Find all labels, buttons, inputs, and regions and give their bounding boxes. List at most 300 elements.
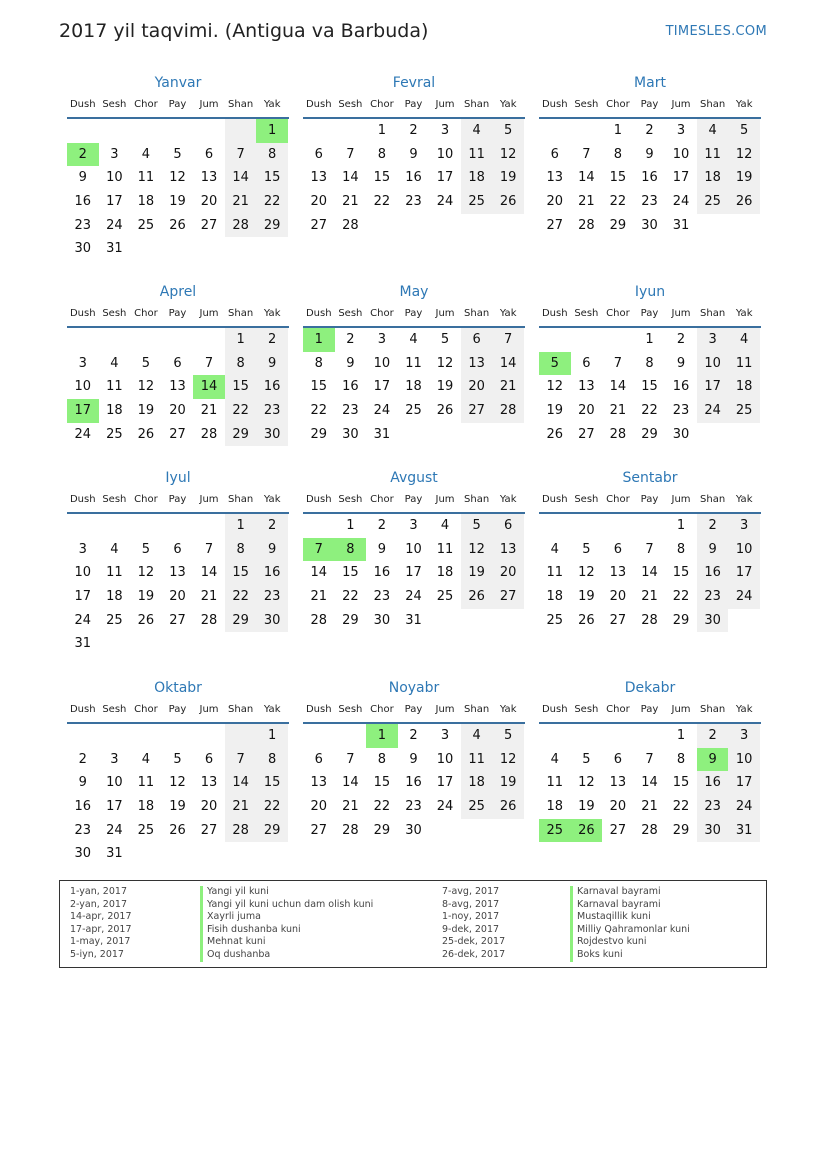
day-cell[interactable]: 7 — [645, 751, 654, 767]
day-cell[interactable]: 29 — [373, 822, 391, 838]
day-cell[interactable]: 26 — [546, 426, 564, 442]
day-cell[interactable]: 25 — [728, 399, 760, 423]
day-cell[interactable]: 16 — [641, 170, 658, 186]
day-cell[interactable]: 14 — [200, 565, 218, 581]
day-cell[interactable]: 9 — [377, 541, 387, 557]
day-cell[interactable]: 10 — [436, 751, 454, 767]
day-cell[interactable]: 21 — [641, 799, 658, 815]
day-cell[interactable]: 5 — [173, 146, 182, 162]
day-cell[interactable]: 26 — [578, 612, 595, 628]
day-cell[interactable]: 16 — [697, 771, 729, 795]
day-cell[interactable]: 6 — [204, 751, 214, 767]
day-cell[interactable]: 2 — [676, 332, 686, 347]
day-cell[interactable]: 27 — [200, 217, 218, 233]
day-cell[interactable]: 29 — [310, 426, 328, 442]
day-cell[interactable]: 18 — [546, 799, 564, 815]
day-cell[interactable]: 22 — [641, 403, 658, 419]
day-cell[interactable]: 8 — [256, 748, 288, 772]
day-cell[interactable]: 5 — [141, 355, 151, 371]
day-cell[interactable]: 14 — [342, 775, 359, 791]
holiday-day-cell[interactable]: 14 — [193, 375, 225, 399]
day-cell[interactable]: 28 — [578, 217, 595, 233]
day-cell[interactable]: 19 — [578, 799, 595, 815]
day-cell[interactable]: 20 — [310, 194, 328, 210]
day-cell[interactable]: 17 — [106, 194, 123, 210]
day-cell[interactable]: 21 — [641, 589, 658, 605]
holiday-day-cell[interactable]: 2 — [67, 143, 99, 167]
day-cell[interactable]: 13 — [310, 170, 328, 186]
day-cell[interactable]: 6 — [173, 355, 182, 371]
day-cell[interactable]: 25 — [546, 612, 564, 628]
day-cell[interactable]: 8 — [676, 541, 686, 557]
day-cell[interactable]: 20 — [492, 561, 524, 585]
day-cell[interactable]: 12 — [492, 748, 524, 772]
day-cell[interactable]: 30 — [256, 609, 288, 633]
day-cell[interactable]: 2 — [256, 514, 288, 538]
day-cell[interactable]: 2 — [256, 328, 288, 352]
day-cell[interactable]: 27 — [609, 822, 627, 838]
day-cell[interactable]: 26 — [728, 190, 760, 214]
day-cell[interactable]: 17 — [672, 170, 690, 186]
day-cell[interactable]: 8 — [377, 146, 387, 162]
day-cell[interactable]: 4 — [110, 355, 119, 371]
day-cell[interactable]: 18 — [137, 194, 155, 210]
day-cell[interactable]: 26 — [137, 612, 155, 628]
day-cell[interactable]: 22 — [225, 585, 257, 609]
day-cell[interactable]: 10 — [373, 355, 391, 371]
day-cell[interactable]: 9 — [78, 170, 87, 186]
day-cell[interactable]: 21 — [492, 375, 524, 399]
day-cell[interactable]: 10 — [728, 538, 760, 562]
day-cell[interactable]: 5 — [141, 541, 151, 557]
day-cell[interactable]: 15 — [225, 561, 257, 585]
day-cell[interactable]: 4 — [550, 751, 559, 767]
day-cell[interactable]: 17 — [106, 799, 123, 815]
holiday-day-cell[interactable]: 7 — [303, 538, 335, 562]
day-cell[interactable]: 15 — [373, 775, 391, 791]
day-cell[interactable]: 19 — [169, 194, 186, 210]
day-cell[interactable]: 2 — [377, 518, 387, 533]
day-cell[interactable]: 25 — [461, 190, 493, 214]
day-cell[interactable]: 7 — [346, 751, 355, 767]
day-cell[interactable]: 14 — [492, 352, 524, 376]
day-cell[interactable]: 26 — [461, 585, 493, 609]
day-cell[interactable]: 3 — [78, 355, 87, 371]
day-cell[interactable]: 7 — [225, 143, 257, 167]
day-cell[interactable]: 12 — [461, 538, 493, 562]
day-cell[interactable]: 23 — [74, 822, 92, 838]
day-cell[interactable]: 19 — [169, 799, 186, 815]
day-cell[interactable]: 12 — [578, 775, 595, 791]
day-cell[interactable]: 18 — [697, 166, 729, 190]
day-cell[interactable]: 15 — [672, 565, 690, 581]
day-cell[interactable]: 8 — [613, 146, 623, 162]
day-cell[interactable]: 8 — [256, 143, 288, 167]
day-cell[interactable]: 6 — [550, 146, 559, 162]
day-cell[interactable]: 21 — [609, 403, 627, 419]
day-cell[interactable]: 17 — [436, 775, 454, 791]
day-cell[interactable]: 19 — [728, 166, 760, 190]
day-cell[interactable]: 14 — [578, 170, 595, 186]
day-cell[interactable]: 5 — [728, 119, 760, 143]
day-cell[interactable]: 30 — [697, 609, 729, 633]
day-cell[interactable]: 10 — [106, 170, 123, 186]
day-cell[interactable]: 3 — [676, 123, 686, 138]
day-cell[interactable]: 8 — [676, 751, 686, 767]
day-cell[interactable]: 18 — [546, 589, 564, 605]
day-cell[interactable]: 5 — [440, 332, 450, 347]
day-cell[interactable]: 12 — [578, 565, 595, 581]
day-cell[interactable]: 23 — [256, 399, 288, 423]
day-cell[interactable]: 11 — [546, 775, 564, 791]
day-cell[interactable]: 28 — [641, 822, 658, 838]
day-cell[interactable]: 27 — [461, 399, 493, 423]
day-cell[interactable]: 21 — [225, 190, 257, 214]
day-cell[interactable]: 5 — [492, 119, 524, 143]
day-cell[interactable]: 13 — [609, 775, 627, 791]
day-cell[interactable]: 27 — [200, 822, 218, 838]
day-cell[interactable]: 26 — [137, 426, 155, 442]
day-cell[interactable]: 6 — [613, 541, 623, 557]
day-cell[interactable]: 11 — [137, 170, 155, 186]
day-cell[interactable]: 24 — [697, 399, 729, 423]
day-cell[interactable]: 9 — [409, 146, 418, 162]
day-cell[interactable]: 19 — [492, 166, 524, 190]
day-cell[interactable]: 20 — [609, 589, 627, 605]
day-cell[interactable]: 24 — [728, 585, 760, 609]
holiday-day-cell[interactable]: 1 — [256, 119, 288, 143]
day-cell[interactable]: 10 — [405, 541, 422, 557]
day-cell[interactable]: 13 — [200, 170, 218, 186]
day-cell[interactable]: 10 — [672, 146, 690, 162]
day-cell[interactable]: 4 — [110, 541, 119, 557]
day-cell[interactable]: 3 — [78, 541, 87, 557]
day-cell[interactable]: 5 — [492, 724, 524, 748]
day-cell[interactable]: 31 — [373, 426, 391, 442]
day-cell[interactable]: 15 — [256, 166, 288, 190]
day-cell[interactable]: 13 — [310, 775, 328, 791]
day-cell[interactable]: 28 — [609, 426, 627, 442]
day-cell[interactable]: 14 — [310, 565, 328, 581]
day-cell[interactable]: 20 — [200, 799, 218, 815]
day-cell[interactable]: 18 — [137, 799, 155, 815]
day-cell[interactable]: 30 — [373, 612, 391, 628]
day-cell[interactable]: 6 — [314, 146, 323, 162]
day-cell[interactable]: 28 — [342, 217, 359, 233]
day-cell[interactable]: 29 — [256, 819, 288, 843]
day-cell[interactable]: 16 — [342, 379, 359, 395]
day-cell[interactable]: 20 — [546, 194, 564, 210]
day-cell[interactable]: 4 — [141, 751, 151, 767]
day-cell[interactable]: 8 — [225, 352, 257, 376]
day-cell[interactable]: 13 — [492, 538, 524, 562]
day-cell[interactable]: 24 — [672, 194, 690, 210]
day-cell[interactable]: 8 — [377, 751, 387, 767]
day-cell[interactable]: 15 — [256, 771, 288, 795]
day-cell[interactable]: 4 — [141, 146, 151, 162]
day-cell[interactable]: 17 — [728, 771, 760, 795]
day-cell[interactable]: 30 — [641, 217, 658, 233]
day-cell[interactable]: 7 — [645, 541, 654, 557]
day-cell[interactable]: 2 — [645, 123, 654, 138]
day-cell[interactable]: 22 — [256, 795, 288, 819]
day-cell[interactable]: 20 — [310, 799, 328, 815]
day-cell[interactable]: 18 — [106, 589, 123, 605]
day-cell[interactable]: 25 — [697, 190, 729, 214]
day-cell[interactable]: 23 — [697, 585, 729, 609]
day-cell[interactable]: 27 — [609, 612, 627, 628]
day-cell[interactable]: 9 — [676, 355, 686, 371]
day-cell[interactable]: 17 — [405, 565, 422, 581]
day-cell[interactable]: 3 — [409, 518, 418, 533]
day-cell[interactable]: 17 — [373, 379, 391, 395]
brand-link[interactable]: TIMESLES.COM — [665, 24, 767, 39]
day-cell[interactable]: 28 — [342, 822, 359, 838]
day-cell[interactable]: 11 — [461, 748, 493, 772]
day-cell[interactable]: 23 — [342, 403, 359, 419]
day-cell[interactable]: 24 — [405, 589, 422, 605]
day-cell[interactable]: 22 — [672, 589, 690, 605]
day-cell[interactable]: 25 — [436, 589, 454, 605]
day-cell[interactable]: 25 — [137, 822, 155, 838]
day-cell[interactable]: 10 — [74, 379, 92, 395]
day-cell[interactable]: 19 — [461, 561, 493, 585]
day-cell[interactable]: 16 — [672, 379, 690, 395]
holiday-day-cell[interactable]: 17 — [67, 399, 99, 423]
day-cell[interactable]: 22 — [310, 403, 328, 419]
day-cell[interactable]: 29 — [672, 822, 690, 838]
day-cell[interactable]: 17 — [697, 375, 729, 399]
day-cell[interactable]: 25 — [106, 426, 123, 442]
day-cell[interactable]: 10 — [436, 146, 454, 162]
day-cell[interactable]: 30 — [697, 819, 729, 843]
day-cell[interactable]: 4 — [440, 518, 450, 533]
day-cell[interactable]: 1 — [256, 724, 288, 748]
day-cell[interactable]: 10 — [106, 775, 123, 791]
day-cell[interactable]: 31 — [405, 612, 422, 628]
day-cell[interactable]: 18 — [106, 403, 123, 419]
day-cell[interactable]: 31 — [74, 636, 92, 652]
day-cell[interactable]: 16 — [256, 561, 288, 585]
day-cell[interactable]: 24 — [373, 403, 391, 419]
day-cell[interactable]: 28 — [200, 426, 218, 442]
day-cell[interactable]: 29 — [672, 612, 690, 628]
day-cell[interactable]: 14 — [342, 170, 359, 186]
day-cell[interactable]: 21 — [342, 194, 359, 210]
day-cell[interactable]: 29 — [342, 612, 359, 628]
day-cell[interactable]: 9 — [645, 146, 654, 162]
day-cell[interactable]: 23 — [672, 403, 690, 419]
day-cell[interactable]: 6 — [492, 514, 524, 538]
day-cell[interactable]: 27 — [169, 426, 186, 442]
day-cell[interactable]: 10 — [728, 748, 760, 772]
day-cell[interactable]: 2 — [346, 332, 355, 347]
day-cell[interactable]: 23 — [697, 795, 729, 819]
day-cell[interactable]: 13 — [609, 565, 627, 581]
day-cell[interactable]: 3 — [440, 123, 450, 138]
day-cell[interactable]: 11 — [106, 379, 123, 395]
day-cell[interactable]: 27 — [578, 426, 595, 442]
day-cell[interactable]: 14 — [641, 565, 658, 581]
day-cell[interactable]: 31 — [106, 241, 123, 257]
day-cell[interactable]: 27 — [492, 585, 524, 609]
day-cell[interactable]: 28 — [225, 819, 257, 843]
day-cell[interactable]: 11 — [106, 565, 123, 581]
day-cell[interactable]: 1 — [346, 518, 355, 533]
day-cell[interactable]: 16 — [373, 565, 391, 581]
day-cell[interactable]: 20 — [578, 403, 595, 419]
day-cell[interactable]: 22 — [672, 799, 690, 815]
day-cell[interactable]: 7 — [204, 355, 214, 371]
day-cell[interactable]: 30 — [342, 426, 359, 442]
day-cell[interactable]: 15 — [225, 375, 257, 399]
day-cell[interactable]: 1 — [676, 728, 686, 743]
day-cell[interactable]: 29 — [256, 214, 288, 238]
day-cell[interactable]: 3 — [728, 514, 760, 538]
day-cell[interactable]: 2 — [697, 514, 729, 538]
day-cell[interactable]: 28 — [492, 399, 524, 423]
day-cell[interactable]: 1 — [225, 514, 257, 538]
day-cell[interactable]: 9 — [256, 352, 288, 376]
day-cell[interactable]: 3 — [697, 328, 729, 352]
day-cell[interactable]: 6 — [582, 355, 591, 371]
day-cell[interactable]: 23 — [74, 217, 92, 233]
day-cell[interactable]: 1 — [225, 328, 257, 352]
day-cell[interactable]: 2 — [409, 728, 418, 743]
day-cell[interactable]: 26 — [492, 795, 524, 819]
day-cell[interactable]: 18 — [461, 771, 493, 795]
day-cell[interactable]: 23 — [373, 589, 391, 605]
day-cell[interactable]: 26 — [169, 217, 186, 233]
day-cell[interactable]: 12 — [169, 775, 186, 791]
day-cell[interactable]: 18 — [461, 166, 493, 190]
day-cell[interactable]: 8 — [314, 355, 323, 371]
day-cell[interactable]: 2 — [78, 751, 87, 767]
day-cell[interactable]: 28 — [641, 612, 658, 628]
day-cell[interactable]: 7 — [346, 146, 355, 162]
day-cell[interactable]: 3 — [440, 728, 450, 743]
day-cell[interactable]: 18 — [405, 379, 422, 395]
day-cell[interactable]: 30 — [74, 241, 92, 257]
day-cell[interactable]: 24 — [74, 426, 92, 442]
day-cell[interactable]: 12 — [546, 379, 564, 395]
day-cell[interactable]: 16 — [74, 799, 92, 815]
day-cell[interactable]: 15 — [342, 565, 359, 581]
day-cell[interactable]: 4 — [461, 119, 493, 143]
day-cell[interactable]: 3 — [377, 332, 387, 347]
day-cell[interactable]: 14 — [225, 771, 257, 795]
day-cell[interactable]: 10 — [697, 352, 729, 376]
day-cell[interactable]: 19 — [492, 771, 524, 795]
day-cell[interactable]: 28 — [200, 612, 218, 628]
day-cell[interactable]: 21 — [310, 589, 328, 605]
day-cell[interactable]: 20 — [169, 403, 186, 419]
day-cell[interactable]: 12 — [492, 143, 524, 167]
holiday-day-cell[interactable]: 5 — [539, 352, 571, 376]
day-cell[interactable]: 23 — [641, 194, 658, 210]
day-cell[interactable]: 27 — [310, 822, 328, 838]
day-cell[interactable]: 2 — [409, 123, 418, 138]
day-cell[interactable]: 21 — [342, 799, 359, 815]
day-cell[interactable]: 15 — [609, 170, 627, 186]
day-cell[interactable]: 4 — [461, 724, 493, 748]
day-cell[interactable]: 6 — [204, 146, 214, 162]
day-cell[interactable]: 23 — [256, 585, 288, 609]
day-cell[interactable]: 12 — [137, 565, 155, 581]
day-cell[interactable]: 11 — [697, 143, 729, 167]
day-cell[interactable]: 18 — [728, 375, 760, 399]
day-cell[interactable]: 14 — [641, 775, 658, 791]
day-cell[interactable]: 19 — [546, 403, 564, 419]
day-cell[interactable]: 8 — [225, 538, 257, 562]
day-cell[interactable]: 21 — [225, 795, 257, 819]
day-cell[interactable]: 22 — [256, 190, 288, 214]
day-cell[interactable]: 26 — [492, 190, 524, 214]
day-cell[interactable]: 12 — [169, 170, 186, 186]
day-cell[interactable]: 9 — [409, 751, 418, 767]
day-cell[interactable]: 8 — [645, 355, 654, 371]
day-cell[interactable]: 7 — [492, 328, 524, 352]
day-cell[interactable]: 27 — [310, 217, 328, 233]
day-cell[interactable]: 13 — [578, 379, 595, 395]
day-cell[interactable]: 6 — [173, 541, 182, 557]
day-cell[interactable]: 14 — [609, 379, 627, 395]
day-cell[interactable]: 15 — [310, 379, 328, 395]
day-cell[interactable]: 6 — [461, 328, 493, 352]
day-cell[interactable]: 13 — [200, 775, 218, 791]
day-cell[interactable]: 20 — [169, 589, 186, 605]
day-cell[interactable]: 9 — [78, 775, 87, 791]
day-cell[interactable]: 19 — [137, 403, 155, 419]
day-cell[interactable]: 21 — [200, 589, 218, 605]
day-cell[interactable]: 11 — [405, 355, 422, 371]
day-cell[interactable]: 25 — [137, 217, 155, 233]
holiday-day-cell[interactable]: 26 — [571, 819, 603, 843]
day-cell[interactable]: 10 — [74, 565, 92, 581]
day-cell[interactable]: 12 — [436, 355, 454, 371]
day-cell[interactable]: 17 — [74, 589, 92, 605]
day-cell[interactable]: 30 — [672, 426, 690, 442]
day-cell[interactable]: 24 — [106, 217, 123, 233]
day-cell[interactable]: 5 — [582, 751, 591, 767]
day-cell[interactable]: 23 — [405, 194, 422, 210]
day-cell[interactable]: 13 — [461, 352, 493, 376]
day-cell[interactable]: 21 — [200, 403, 218, 419]
day-cell[interactable]: 7 — [613, 355, 623, 371]
day-cell[interactable]: 24 — [436, 799, 454, 815]
day-cell[interactable]: 3 — [728, 724, 760, 748]
day-cell[interactable]: 19 — [578, 589, 595, 605]
day-cell[interactable]: 18 — [436, 565, 454, 581]
day-cell[interactable]: 29 — [609, 217, 627, 233]
day-cell[interactable]: 25 — [106, 612, 123, 628]
day-cell[interactable]: 22 — [373, 194, 391, 210]
day-cell[interactable]: 11 — [461, 143, 493, 167]
day-cell[interactable]: 15 — [373, 170, 391, 186]
day-cell[interactable]: 11 — [137, 775, 155, 791]
day-cell[interactable]: 19 — [137, 589, 155, 605]
day-cell[interactable]: 4 — [697, 119, 729, 143]
day-cell[interactable]: 9 — [697, 538, 729, 562]
day-cell[interactable]: 20 — [461, 375, 493, 399]
day-cell[interactable]: 4 — [409, 332, 418, 347]
day-cell[interactable]: 15 — [672, 775, 690, 791]
day-cell[interactable]: 23 — [405, 799, 422, 815]
day-cell[interactable]: 1 — [645, 332, 654, 347]
holiday-day-cell[interactable]: 1 — [366, 724, 398, 748]
holiday-day-cell[interactable]: 8 — [335, 538, 367, 562]
day-cell[interactable]: 19 — [436, 379, 454, 395]
